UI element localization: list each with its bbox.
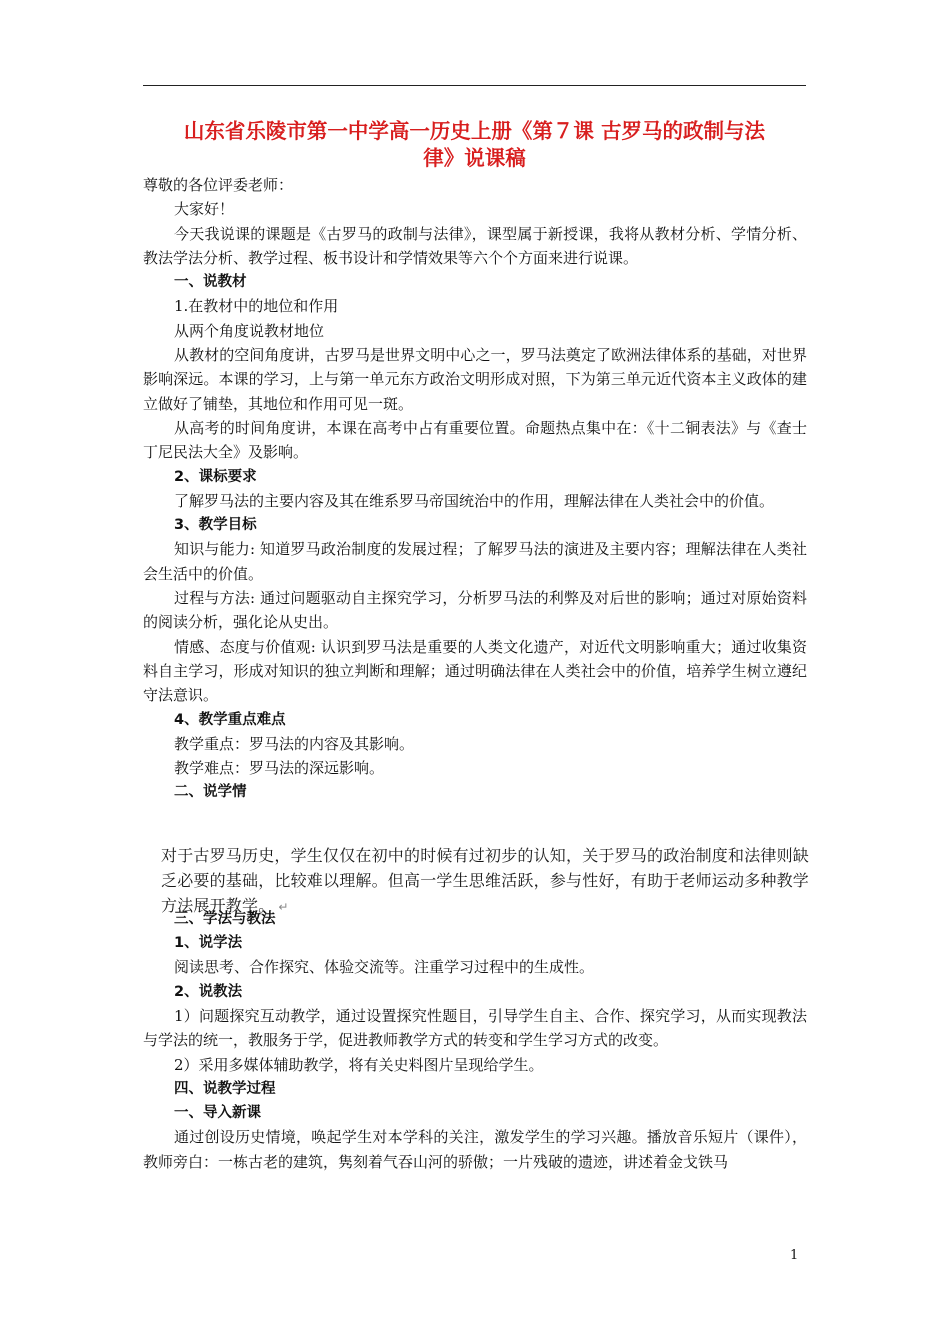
body-part-1 — [143, 173, 807, 805]
paragraph: 知识与能力: 知道罗马政治制度的发展过程；了解罗马法的演进及主要内容；理解法律在人类社会生活中的价值。 — [143, 540, 807, 583]
paragraph: 从两个角度说教材地位 — [174, 321, 325, 340]
section-heading: 四、说教学过程 — [174, 1080, 276, 1097]
paragraph: 从教材的空间角度讲，古罗马是世界文明中心之一，罗马法奠定了欧洲法律体系的基础，对世界影响深远。本课的学习，上与第一单元东方政治文明形成对照，下为第三单元近代资本主义政体的建立做好了铺垫，其地位和作用可见一斑。 — [143, 346, 807, 413]
paragraph: 1.在教材中的地位和作用 — [174, 297, 339, 316]
paragraph: 教学重点：罗马法的内容及其影响。 — [174, 734, 415, 753]
paragraph: 教学难点：罗马法的深远影响。 — [174, 759, 385, 778]
section-heading: 2、说教法 — [174, 983, 243, 1000]
section-heading: 4、教学重点难点 — [174, 711, 286, 728]
body-part-2 — [143, 907, 807, 1174]
return-mark-icon: ↵ — [274, 899, 289, 914]
section-heading: 三、学法与教法 — [174, 910, 276, 927]
page-number: 1 — [790, 1248, 799, 1263]
document-title — [143, 118, 806, 172]
paragraph: 情感、态度与价值观: 认识到罗马法是重要的人类文化遗产，对近代文明影响重大；通过收集资料自主学习，形成对知识的独立判断和理解；通过明确法律在人类社会中的价值，培养学生树立遵纪守法意识。 — [143, 637, 807, 705]
document-body — [143, 173, 810, 1174]
paragraph: 了解罗马法的主要内容及其在维系罗马帝国统治中的作用，理解法律在人类社会中的价值。 — [174, 491, 775, 510]
paragraph: 大家好！ — [174, 200, 235, 219]
paragraph: 2）采用多媒体辅助教学，将有关史料图片呈现给学生。 — [174, 1055, 544, 1074]
paragraph: 今天我说课的课题是《古罗马的政制与法律》，课型属于新授课，我将从教材分析、学情分析、教法学法分析、教学过程、板书设计和学情效果等六个个方面来进行说课。 — [143, 224, 807, 267]
paragraph: 尊敬的各位评委老师： — [143, 176, 294, 194]
paragraph: 从高考的时间角度讲，本课在高考中占有重要位置。命题热点集中在：《十二铜表法》与《查士丁尼民法大全》及影响。 — [143, 418, 807, 462]
section-heading: 3、教学目标 — [174, 517, 257, 534]
paragraph: 通过创设历史情境，唤起学生对本学科的关注，激发学生的学习兴趣。播放音乐短片（课件），教师旁白：一栋古老的建筑，隽刻着气吞山河的骄傲；一片残破的遗迹，讲述着金戈铁马 — [143, 1128, 807, 1171]
section-heading: 2、课标要求 — [174, 468, 257, 485]
section-heading: 二、说学情 — [174, 784, 247, 801]
section-heading: 1、说学法 — [174, 935, 243, 952]
paragraph: 过程与方法: 通过问题驱动自主探究学习，分析罗马法的利弊及对后世的影响；通过对原始资料的阅读分析，强化论从史出。 — [143, 589, 807, 632]
section-heading: 一、导入新课 — [174, 1105, 261, 1122]
embedded-image-text: 对于古罗马历史，学生仅仅在初中的时候有过初步的认知，关于罗马的政治制度和法律则缺乏必要的基础，比较难以理解。但高一学生思维活跃，参与性好，有助于老师运动多种教学方法展开教学。 — [161, 845, 810, 915]
paragraph: 1）问题探究互动教学，通过设置探究性题目，引导学生自主、合作、探究学习，从而实现教法与学法的统一，教服务于学，促进教师教学方式的转变和学生学习方式的改变。 — [143, 1006, 807, 1050]
embedded-text-image — [161, 843, 811, 915]
section-heading: 一、说教材 — [174, 274, 247, 291]
title-line-1: 山东省乐陵市第一中学高一历史上册《第７课 古罗马的政制与法 — [183, 119, 766, 143]
header-rule — [143, 85, 806, 86]
paragraph: 阅读思考、合作探究、体验交流等。注重学习过程中的生成性。 — [174, 958, 595, 977]
title-line-2: 律》说课稿 — [423, 146, 526, 170]
